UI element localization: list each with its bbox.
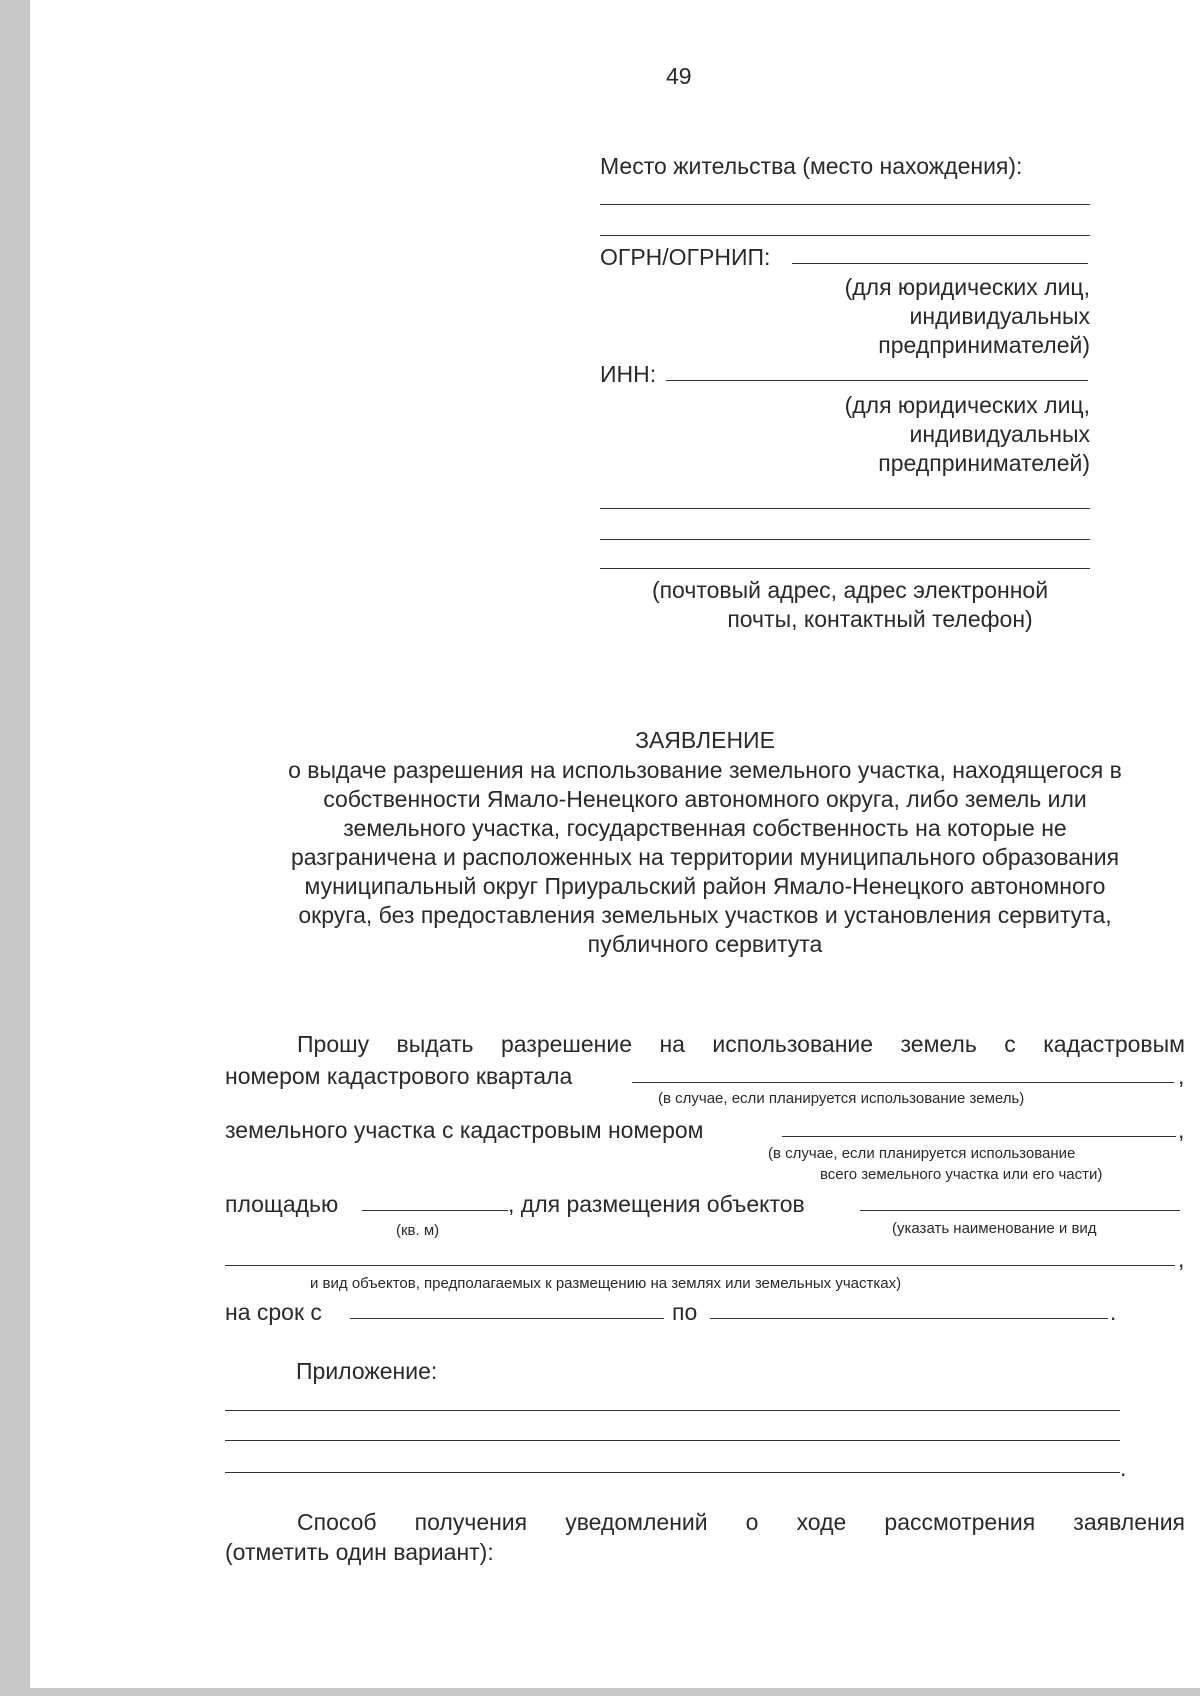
attachment-line-3[interactable] <box>225 1472 1120 1473</box>
ogrn-note-1: (для юридических лиц, <box>844 274 1090 300</box>
notification-line-1: Способ получения уведомлений о ходе рассмотрения заявления <box>297 1509 1185 1535</box>
contacts-note-1: (почтовый адрес, адрес электронной <box>651 577 1049 603</box>
contacts-line-1[interactable] <box>600 508 1090 509</box>
ogrn-label: ОГРН/ОГРНИП: <box>600 244 771 270</box>
objects-note-1: (указать наименование и вид <box>892 1220 1097 1237</box>
notification-line-2: (отметить один вариант): <box>225 1539 494 1565</box>
statement-title: ЗАЯВЛЕНИЕ <box>635 727 775 753</box>
objects-note-2: и вид объектов, предполагаемых к размещению на землях или земельных участках) <box>310 1275 902 1292</box>
area-input-line[interactable] <box>362 1210 508 1211</box>
page-number: 49 <box>666 63 692 89</box>
parcel-label: земельного участка с кадастровым номером <box>225 1117 704 1143</box>
term-period: . <box>1110 1299 1117 1325</box>
statement-subtitle <box>225 756 1185 959</box>
inn-note-2: индивидуальных <box>909 421 1090 447</box>
subtitle-line: публичного сервитута <box>587 931 823 957</box>
residence-line-1[interactable] <box>600 204 1090 205</box>
subtitle-line: собственности Ямало-Ненецкого автономного округа, либо земель или <box>323 786 1087 812</box>
ogrn-note-3: предпринимателей) <box>878 332 1090 358</box>
parcel-note-1: (в случае, если планируется использование <box>768 1145 1076 1162</box>
quarter-input-line[interactable] <box>632 1082 1174 1083</box>
term-to-input-line[interactable] <box>710 1318 1108 1319</box>
area-label: площадью <box>225 1191 339 1217</box>
quarter-note: (в случае, если планируется использование земель) <box>658 1090 1025 1107</box>
ogrn-note-2: индивидуальных <box>909 303 1090 329</box>
subtitle-line: муниципальный округ Приуральский район Ямало-Ненецкого автономного <box>304 873 1106 899</box>
document-page <box>30 0 1200 1688</box>
parcel-note-2: всего земельного участка или его части) <box>820 1166 1103 1183</box>
attachment-label: Приложение: <box>296 1358 438 1384</box>
residence-label: Место жительства (место нахождения): <box>600 153 1023 179</box>
inn-note-3: предпринимателей) <box>878 450 1090 476</box>
objects-label: , для размещения объектов <box>508 1191 805 1217</box>
parcel-comma: , <box>1178 1117 1185 1143</box>
contacts-line-3[interactable] <box>600 568 1090 569</box>
inn-line[interactable] <box>666 380 1088 381</box>
ogrn-line[interactable] <box>792 263 1088 264</box>
quarter-label: номером кадастрового квартала <box>225 1063 573 1089</box>
attachment-period: . <box>1120 1455 1127 1481</box>
parcel-input-line[interactable] <box>782 1136 1176 1137</box>
term-from-input-line[interactable] <box>350 1318 664 1319</box>
subtitle-line: округа, без предоставления земельных участков и установления сервитута, <box>298 902 1112 928</box>
objects-input-line[interactable] <box>860 1210 1180 1211</box>
objects-comma: , <box>1178 1246 1185 1272</box>
objects-input-line-2[interactable] <box>225 1265 1175 1266</box>
residence-line-2[interactable] <box>600 235 1090 236</box>
term-to-label: по <box>672 1299 698 1325</box>
area-unit-note: (кв. м) <box>396 1222 440 1239</box>
contacts-line-2[interactable] <box>600 539 1090 540</box>
attachment-line-2[interactable] <box>225 1440 1120 1441</box>
inn-label: ИНН: <box>600 361 657 387</box>
subtitle-line: разграничена и расположенных на территории муниципального образования <box>290 844 1120 870</box>
request-line: Прошу выдать разрешение на использование земель с кадастровым <box>297 1031 1185 1057</box>
subtitle-line: о выдаче разрешения на использование земельного участка, находящегося в <box>288 757 1122 783</box>
contacts-note-2: почты, контактный телефон) <box>727 606 1033 632</box>
attachment-line-1[interactable] <box>225 1410 1120 1411</box>
quarter-comma: , <box>1178 1063 1185 1089</box>
inn-note-1: (для юридических лиц, <box>844 392 1090 418</box>
subtitle-line: земельного участка, государственная собственность на которые не <box>343 815 1067 841</box>
term-from-label: на срок с <box>225 1299 322 1325</box>
